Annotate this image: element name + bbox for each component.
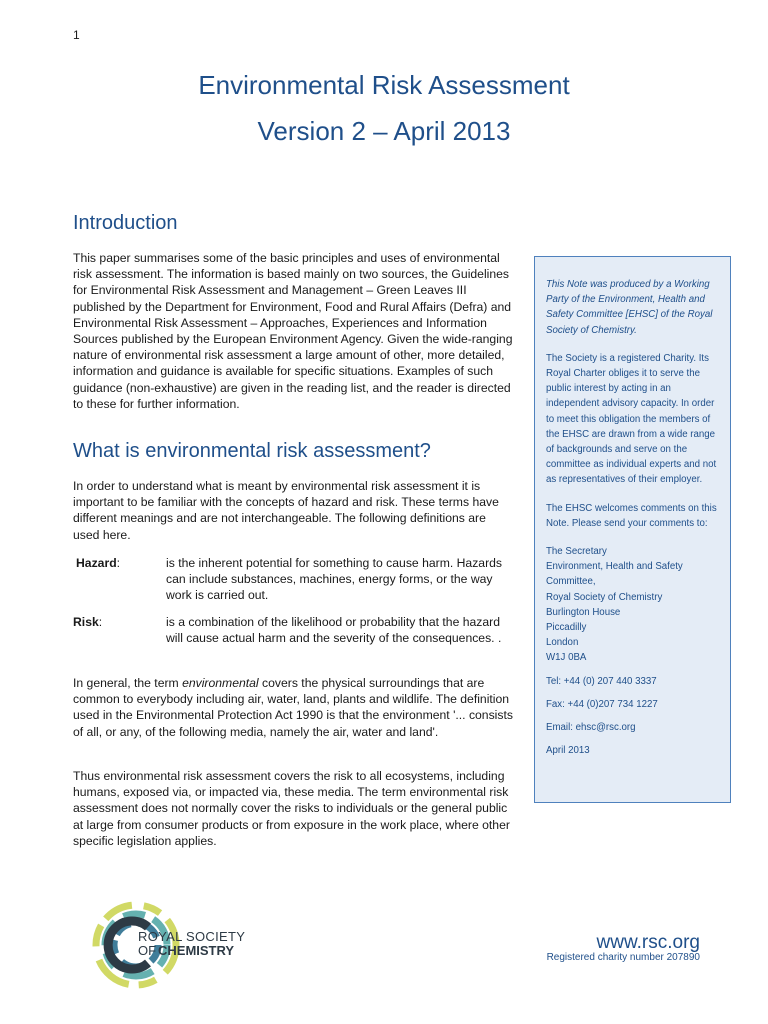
definition-text: is the inherent potential for something to cause harm. Hazards can include substances, machines, energy forms, or the way work is carried out. bbox=[166, 556, 503, 603]
sidebar-welcome: The EHSC welcomes comments on this Note. Please send your comments to: bbox=[546, 502, 717, 529]
definition-text: is a combination of the likelihood or probability that the hazard will cause actual harm and the severity of the consequences. . bbox=[166, 615, 502, 646]
what-is-paragraph-1 bbox=[73, 478, 513, 543]
introduction-heading: Introduction bbox=[73, 212, 178, 234]
what-is-paragraph-2 bbox=[73, 675, 513, 740]
document-title: Environmental Risk Assessment bbox=[198, 70, 570, 100]
what-is-paragraph-3 bbox=[73, 768, 513, 849]
page-number: 1 bbox=[73, 28, 80, 42]
sidebar-date: April 2013 bbox=[546, 745, 590, 757]
rsc-logo-mark-icon bbox=[90, 893, 260, 993]
definition-term: Risk: bbox=[73, 615, 103, 629]
definition-hazard bbox=[73, 555, 513, 605]
what-is-text-1: In order to understand what is meant by environmental risk assessment it is important to be familiar with the concepts of hazard and risk. These terms have different meanings and are not interchangeable. The following definitions are used here. bbox=[73, 479, 499, 542]
sidebar-email[interactable]: Email: ehsc@rsc.org bbox=[546, 722, 636, 734]
italic-term: environmental bbox=[182, 676, 259, 690]
what-is-heading: What is environmental risk assessment? bbox=[73, 440, 431, 462]
sidebar-tel: Tel: +44 (0) 207 440 3337 bbox=[546, 675, 657, 687]
definition-term: Hazard: bbox=[76, 556, 121, 570]
document-version: Version 2 – April 2013 bbox=[257, 116, 511, 146]
website-link[interactable]: www.rsc.org bbox=[596, 932, 700, 953]
what-is-text-2: In general, the term environmental covers the physical surroundings that are common to everybody including air, water, land, plants and wildlife. The definition used in the Environmental Protection Act 1990 is that the environment '... consists of all, or any, of the following media, namely the air, water and land'. bbox=[73, 676, 513, 739]
charity-number: Registered charity number 207890 bbox=[546, 952, 700, 963]
sidebar-fax: Fax: +44 (0)207 734 1227 bbox=[546, 698, 658, 710]
introduction-paragraph bbox=[73, 250, 513, 412]
what-is-text-3: Thus environmental risk assessment covers the risk to all ecosystems, including humans, exposed via, or impacted via, these media. The term environmental risk assessment does not normally cover the risks to individuals or the general public at large from consumer products or from exposure in the work place, where other specific legislation applies. bbox=[73, 769, 510, 848]
rsc-logo bbox=[90, 893, 260, 993]
definition-risk bbox=[73, 614, 513, 664]
sidebar-charity: The Society is a registered Charity. Its Royal Charter obliges it to serve the public interest by acting in an independent advisory capacity. In order to meet this obligation the members of the EHSC are drawn from a wide range of backgrounds and serve on the committee as individual experts and not as representatives of their employer. bbox=[546, 352, 717, 486]
introduction-text: This paper summarises some of the basic principles and uses of environmental risk assessment. The information is based mainly on two sources, the Guidelines for Environmental Risk Assessment and Management – Green Leaves III published by the Department for Environment, Food and Rural Affairs (Defra) and Environmental Risk Assessment – Approaches, Experiences and Information Sources published by the European Environment Agency. Given the wide-ranging nature of environmental risk assessment a large amount of other, more detailed, information and guidance is available for specific situations. Examples of such guidance (non-exhaustive) are given in the reading list, and the reader is directed to these for further information. bbox=[73, 251, 513, 411]
svg-text:ROYAL SOCIETY: ROYAL SOCIETY bbox=[138, 929, 246, 944]
ehsc-sidebar-box bbox=[534, 256, 731, 803]
svg-text:CHEMISTRY: CHEMISTRY bbox=[158, 943, 235, 958]
sidebar-address: The Secretary Environment, Health and Safety Committee, Royal Society of Chemistry Burlington House Piccadilly London W1J 0BA bbox=[546, 546, 683, 664]
svg-text:OF: OF bbox=[138, 943, 157, 958]
sidebar-note: This Note was produced by a Working Party of the Environment, Health and Safety Committee [EHSC] of the Royal Society of Chemistry. bbox=[546, 279, 713, 336]
